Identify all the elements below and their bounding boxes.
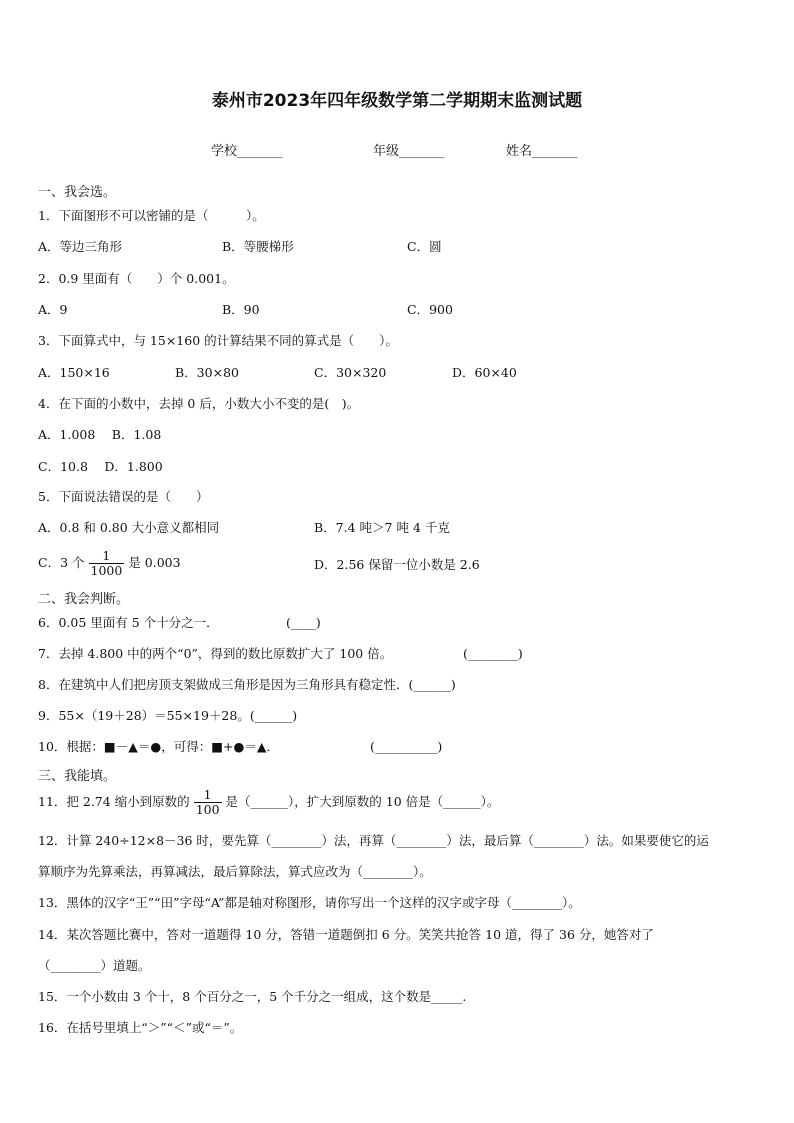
fraction-numerator: 1: [203, 787, 212, 802]
fraction-denominator: 100: [195, 802, 220, 817]
question-14-line-1: 14．某次答题比赛中，答对一道题得 10 分，答错一道题倒扣 6 分。笑笑共抢答 10 道，得了 36 分，她答对了: [38, 927, 654, 942]
question-3-stem: 3．下面算式中，与 15×160 的计算结果不同的算式是（ ）。: [38, 333, 398, 348]
section-heading-choose: 一、我会选。: [38, 185, 117, 200]
question-8-stem: 8．在建筑中人们把房顶支架做成三角形是因为三角形具有稳定性．(______): [38, 677, 456, 692]
question-6-blank: (____): [286, 615, 321, 630]
school-field: 学校_______: [211, 144, 283, 159]
question-11: [38, 787, 499, 817]
question-4-options-ab: A．1.008 B．1.08: [38, 427, 162, 442]
grade-field: 年级_______: [373, 144, 445, 159]
question-7-blank: (________): [463, 646, 523, 661]
name-field: 姓名_______: [506, 144, 578, 159]
question-14-line-2: （________）道题。: [38, 958, 151, 973]
question-3-option-b: B．30×80: [175, 365, 239, 380]
question-3-option-c: C．30×320: [314, 365, 387, 380]
fraction-one-thousandth: [89, 549, 125, 578]
question-4-stem: 4．在下面的小数中，去掉 0 后，小数大小不变的是( )。: [38, 396, 360, 411]
question-9-stem: 9．55×（19＋28）＝55×19＋28。(______): [38, 708, 298, 723]
question-12-line-2: 算顺序为先算乘法，再算减法，最后算除法，算式应改为（________）。: [38, 864, 432, 879]
question-10-blank: (__________): [370, 739, 443, 754]
question-2-option-b: B．90: [222, 302, 260, 317]
question-5-stem: 5．下面说法错误的是（ ）: [38, 489, 209, 504]
question-2-option-c: C．900: [407, 302, 453, 317]
question-11-prefix: 11．把 2.74 缩小到原数的: [38, 794, 190, 809]
fraction-denominator: 1000: [90, 563, 123, 578]
question-2-option-a: A．9: [38, 302, 68, 317]
question-5-option-b: B．7.4 吨＞7 吨 4 千克: [314, 520, 450, 535]
question-16-stem: 16．在括号里填上“＞”“＜”或“＝”。: [38, 1020, 243, 1035]
question-13-stem: 13．黑体的汉字“王”“田”字母“A”都是轴对称图形，请你写出一个这样的汉字或字母（________）。: [38, 895, 581, 910]
question-11-suffix: 是（______），扩大到原数的 10 倍是（______）。: [225, 794, 500, 809]
fraction-one-hundredth: [194, 788, 222, 817]
question-10-stem: 10．根据：■－▲＝●，可得：■+●＝▲．: [38, 739, 280, 754]
question-4-options-cd: C．10.8 D．1.800: [38, 459, 163, 474]
question-6-stem: 6．0.05 里面有 5 个十分之一．: [38, 615, 219, 630]
fraction-numerator: 1: [102, 548, 111, 563]
question-5-option-c-prefix: C．3 个: [38, 555, 85, 570]
question-1-option-a: A．等边三角形: [38, 239, 123, 254]
question-12-line-1: 12．计算 240÷12×8－36 时，要先算（________）法，再算（________）法，最后算（________）法。如果要使它的运: [38, 833, 709, 848]
question-5-option-a: A．0.8 和 0.80 大小意义都相同: [38, 520, 220, 535]
question-5-option-d: D．2.56 保留一位小数是 2.6: [314, 557, 480, 572]
question-7-stem: 7．去掉 4.800 中的两个“0”，得到的数比原数扩大了 100 倍。: [38, 646, 393, 661]
question-1-option-b: B．等腰梯形: [222, 239, 294, 254]
page-title: 泰州市2023年四年级数学第二学期期末监测试题: [211, 91, 583, 111]
question-5-option-c-suffix: 是 0.003: [128, 555, 181, 570]
question-15-stem: 15．一个小数由 3 个十，8 个百分之一，5 个千分之一组成，这个数是_____.: [38, 989, 467, 1004]
question-2-stem: 2．0.9 里面有（ ）个 0.001。: [38, 271, 235, 286]
question-1-stem: 1．下面图形不可以密铺的是（ ）。: [38, 208, 265, 223]
section-heading-fill: 三、我能填。: [38, 769, 117, 784]
section-heading-judge: 二、我会判断。: [38, 592, 130, 607]
question-3-option-a: A．150×16: [38, 365, 110, 380]
question-1-option-c: C．圆: [407, 239, 442, 254]
question-3-option-d: D．60×40: [452, 365, 517, 380]
question-5-option-c: [38, 548, 181, 578]
